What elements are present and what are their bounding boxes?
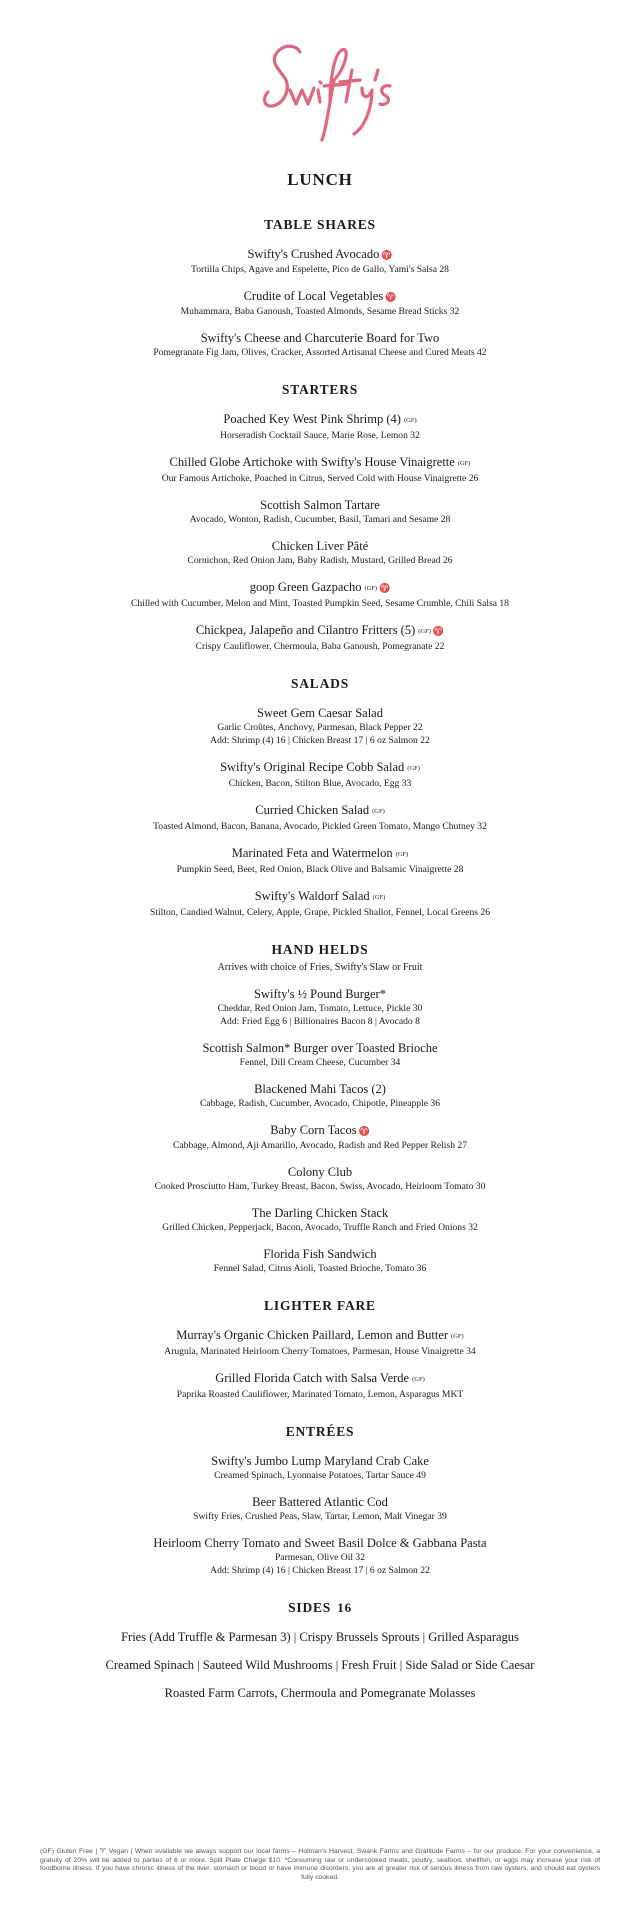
menu-item-name-row	[0, 802, 640, 820]
vegan-icon: ♈	[381, 250, 393, 260]
menu-item-name: Swifty's Cheese and Charcuterie Board for Two	[200, 331, 440, 345]
menu-item-description: Avocado, Wonton, Radish, Cucumber, Basil, Tamari and Sesame 28	[189, 514, 451, 525]
vegan-icon: ♈	[432, 626, 445, 636]
gluten-free-tag: (GF)	[451, 1333, 464, 1340]
menu-item-name: Chickpea, Jalapeño and Cilantro Fritters (5)	[195, 623, 416, 637]
sides-price: 16	[337, 1600, 352, 1615]
menu-item-name: Swifty's ½ Pound Burger*	[254, 987, 386, 1001]
menu-item-description: Chilled with Cucumber, Melon and Mint, Toasted Pumpkin Seed, Sesame Crumble, Chili Salsa 18	[131, 598, 509, 609]
menu-item	[0, 1246, 640, 1275]
menu-item-description: Tortilla Chips, Agave and Espelette, Pico de Gallo, Yami's Salsa 28	[191, 264, 449, 275]
gluten-free-tag: (GF)	[457, 460, 471, 467]
menu-item	[0, 538, 640, 567]
section-title: TABLE SHARES	[264, 217, 376, 232]
menu-item-addons: Add: Shrimp (4) 16 | Chicken Breast 17 | 6 oz Salmon 22	[210, 1565, 430, 1576]
gluten-free-tag: (GF)	[412, 1376, 425, 1383]
sides-line: Creamed Spinach | Sauteed Wild Mushrooms | Fresh Fruit | Side Salad or Side Caesar	[105, 1658, 535, 1672]
menu-item	[0, 802, 640, 833]
menu-item-name-row	[0, 411, 640, 429]
menu-item	[0, 622, 640, 653]
section-title: ENTRÉES	[285, 1424, 355, 1439]
menu-item-name: goop Green Gazpacho	[249, 580, 362, 594]
menu-item-description: Parmesan, Olive Oil 32	[274, 1552, 366, 1563]
menu-item	[0, 1494, 640, 1523]
sides-title: SIDES	[288, 1600, 332, 1615]
menu-item-addons: Add: Fried Egg 6 | Billionaires Bacon 8 | Avocado 8	[220, 1016, 420, 1027]
menu-item	[0, 1164, 640, 1193]
menu-item-name: Swifty's Waldorf Salad	[254, 889, 370, 903]
menu-item-name-row	[0, 246, 640, 263]
menu-item	[0, 705, 640, 747]
menu-item-name: The Darling Chicken Stack	[251, 1206, 389, 1220]
menu-item-name-row	[0, 1164, 640, 1180]
menu-item-name: Poached Key West Pink Shrimp (4)	[223, 412, 401, 426]
menu-item-name: Chicken Liver Pâté	[271, 539, 369, 553]
section-lighter-fare	[0, 1297, 640, 1401]
menu-item-description: Toasted Almond, Bacon, Banana, Avocado, Pickled Green Tomato, Mango Chutney 32	[153, 821, 487, 832]
menu-item-name-row	[0, 705, 640, 721]
section-hand-helds	[0, 941, 640, 1275]
menu-item-description: Pumpkin Seed, Beet, Red Onion, Black Olive and Balsamic Vinaigrette 28	[176, 864, 464, 875]
menu-item-name-row	[0, 288, 640, 305]
menu-item	[0, 411, 640, 442]
section-title: SALADS	[290, 676, 350, 691]
section-title: LIGHTER FARE	[264, 1298, 376, 1313]
gluten-free-tag: (GF)	[364, 585, 378, 592]
section-starters	[0, 381, 640, 653]
menu-item-name-row	[0, 538, 640, 554]
menu-item	[0, 454, 640, 485]
menu-item-name: Florida Fish Sandwich	[263, 1247, 377, 1261]
menu-item-name-row	[0, 1327, 640, 1345]
menu-item-description: Pomegranate Fig Jam, Olives, Cracker, Assorted Artisanal Cheese and Cured Meats 42	[153, 347, 487, 358]
swiftys-script-logo-icon	[0, 40, 640, 145]
menu-item-name: Crudite of Local Vegetables	[243, 289, 384, 303]
menu-content	[0, 166, 640, 1701]
menu-item-name-row	[0, 1081, 640, 1097]
menu-item-name-row	[0, 1040, 640, 1056]
menu-item	[0, 888, 640, 919]
menu-item	[0, 1453, 640, 1482]
menu-item-name-row	[0, 579, 640, 597]
menu-item-name-row	[0, 1205, 640, 1221]
menu-item-name: Marinated Feta and Watermelon	[231, 846, 393, 860]
page-title: LUNCH	[287, 170, 353, 189]
menu-item	[0, 288, 640, 318]
menu-item-name: Heirloom Cherry Tomato and Sweet Basil Dolce & Gabbana Pasta	[153, 1536, 487, 1550]
menu-item-name-row	[0, 1535, 640, 1551]
menu-item-description: Chicken, Bacon, Stilton Blue, Avocado, Egg 33	[228, 778, 412, 789]
menu-item-name: Baby Corn Tacos	[270, 1123, 357, 1137]
menu-item-name-row	[0, 1122, 640, 1139]
sides-line: Fries (Add Truffle & Parmesan 3) | Crispy Brussels Sprouts | Grilled Asparagus	[121, 1630, 519, 1644]
vegan-icon: ♈	[385, 292, 397, 302]
menu-item-description: Cooked Prosciutto Ham, Turkey Breast, Bacon, Swiss, Avocado, Heirloom Tomato 30	[154, 1181, 486, 1192]
vegan-icon: ♈	[358, 1126, 370, 1136]
gluten-free-tag: (GF)	[395, 851, 409, 858]
menu-item-name: Curried Chicken Salad	[255, 803, 370, 817]
menu-item-description: Stilton, Candied Walnut, Celery, Apple, Grape, Pickled Shallot, Fennel, Local Greens 26	[149, 907, 490, 918]
menu-item-name: Scottish Salmon Tartare	[260, 498, 380, 512]
menu-item	[0, 579, 640, 610]
menu-item-name-row	[0, 1370, 640, 1388]
gluten-free-tag: (GF)	[372, 808, 385, 815]
menu-item-description: Cornichon, Red Onion Jam, Baby Radish, Mustard, Grilled Bread 26	[187, 555, 453, 566]
menu-item	[0, 1535, 640, 1577]
menu-item-description: Creamed Spinach, Lyonnaise Potatoes, Tartar Sauce 49	[214, 1470, 426, 1481]
menu-item	[0, 1205, 640, 1234]
menu-item-description: Muhammara, Baba Ganoush, Toasted Almonds, Sesame Bread Sticks 32	[180, 306, 460, 317]
menu-item-name: Swifty's Jumbo Lump Maryland Crab Cake	[211, 1454, 429, 1468]
menu-item-description: Paprika Roasted Cauliflower, Marinated Tomato, Lemon, Asparagus MKT	[176, 1389, 464, 1400]
menu-item-name-row	[0, 1494, 640, 1510]
menu-item-name-row	[0, 986, 640, 1002]
menu-item-name-row	[0, 454, 640, 472]
section-salads	[0, 675, 640, 919]
gluten-free-tag: (GF)	[407, 765, 420, 772]
menu-item-description: Horseradish Cocktail Sauce, Marie Rose, Lemon 32	[220, 430, 420, 441]
menu-item	[0, 1040, 640, 1069]
menu-item-name: Sweet Gem Caesar Salad	[256, 706, 383, 720]
menu-item-description: Swifty Fries, Crushed Peas, Slaw, Tartar, Lemon, Malt Vinegar 39	[193, 1511, 447, 1522]
menu-item-description: Arugula, Marinated Heirloom Cherry Tomatoes, Parmesan, House Vinaigrette 34	[164, 1346, 476, 1357]
menu-item-addons: Add: Shrimp (4) 16 | Chicken Breast 17 | 6 oz Salmon 22	[210, 735, 430, 746]
menu-item-name: Colony Club	[287, 1165, 353, 1179]
menu-item-description: Grilled Chicken, Pepperjack, Bacon, Avocado, Truffle Ranch and Fried Onions 32	[162, 1222, 478, 1233]
footer-disclaimer: (GF) Gluten Free | ♈ Vegan | When available we always support our local farms – Holman's Harvest, Swank Farms and Gratitude Farms – for our produce. For your convenience, a gratuity of 20% will be added to parties of 6 or more. Split Plate Charge $10. *Consuming raw or undercooked meats, poultry, seafood, shellfish, or eggs may increase your risk of foodborne illness. If you have chronic illness of the liver, stomach or blood or have immune disorders, you are at greater risk of serious illness from raw oysters, and should eat oysters fully cooked.	[40, 1848, 600, 1881]
menu-item-name: Murray's Organic Chicken Paillard, Lemon and Butter	[176, 1328, 449, 1342]
menu-item-description: Garlic Croûtes, Anchovy, Parmesan, Black Pepper 22	[217, 722, 423, 733]
menu-item	[0, 845, 640, 876]
menu-item	[0, 1370, 640, 1401]
menu-item-name-row	[0, 1453, 640, 1469]
menu-item-name: Scottish Salmon* Burger over Toasted Brioche	[202, 1041, 438, 1055]
section-table-shares	[0, 216, 640, 359]
menu-item-name-row	[0, 622, 640, 640]
menu-item-description: Fennel, Dill Cream Cheese, Cucumber 34	[239, 1057, 401, 1068]
menu-item-name: Swifty's Crushed Avocado	[247, 247, 380, 261]
menu-item	[0, 986, 640, 1028]
vegan-icon: ♈	[379, 583, 391, 593]
menu-item-name-row	[0, 759, 640, 777]
menu-item-description: Cheddar, Red Onion Jam, Tomato, Lettuce, Pickle 30	[217, 1003, 423, 1014]
section-note: Arrives with choice of Fries, Swifty's Slaw or Fruit	[217, 962, 423, 973]
menu-item-name: Swifty's Original Recipe Cobb Salad	[220, 760, 405, 774]
swiftys-logo	[0, 40, 640, 145]
menu-item-name-row	[0, 330, 640, 346]
menu-item-description: Crispy Cauliflower, Chermoula, Baba Ganoush, Pomegranate 22	[195, 641, 445, 652]
menu-item-name: Grilled Florida Catch with Salsa Verde	[215, 1371, 410, 1385]
menu-item	[0, 1327, 640, 1358]
menu-item	[0, 497, 640, 526]
sides-heading	[0, 1599, 640, 1617]
menu-item	[0, 1081, 640, 1110]
menu-item	[0, 1122, 640, 1152]
gluten-free-tag: (GF)	[418, 628, 431, 635]
menu-item-description: Fennel Salad, Citrus Aioli, Toasted Brioche, Tomato 36	[213, 1263, 427, 1274]
menu-sections	[0, 216, 640, 1577]
menu-item-name: Chilled Globe Artichoke with Swifty's House Vinaigrette	[169, 455, 455, 469]
section-sides	[0, 1599, 640, 1701]
menu-item-name: Blackened Mahi Tacos (2)	[254, 1082, 386, 1096]
section-title: STARTERS	[281, 382, 359, 397]
menu-item-description: Cabbage, Radish, Cucumber, Avocado, Chipotle, Pineapple 36	[199, 1098, 441, 1109]
menu-item-name: Beer Battered Atlantic Cod	[252, 1495, 388, 1509]
menu-item-name-row	[0, 1246, 640, 1262]
menu-item-description: Our Famous Artichoke, Poached in Citrus, Served Cold with House Vinaigrette 26	[161, 473, 479, 484]
menu-item	[0, 330, 640, 359]
section-title: HAND HELDS	[271, 942, 369, 957]
section-entrees	[0, 1423, 640, 1577]
gluten-free-tag: (GF)	[372, 894, 386, 901]
sides-line: Roasted Farm Carrots, Chermoula and Pomegranate Molasses	[164, 1686, 476, 1700]
menu-item-description: Cabbage, Almond, Aji Amarillo, Avocado, Radish and Red Pepper Relish 27	[173, 1140, 467, 1151]
menu-item	[0, 759, 640, 790]
menu-item-name-row	[0, 497, 640, 513]
gluten-free-tag: (GF)	[403, 417, 417, 424]
menu-item	[0, 246, 640, 276]
menu-item-name-row	[0, 888, 640, 906]
menu-item-name-row	[0, 845, 640, 863]
